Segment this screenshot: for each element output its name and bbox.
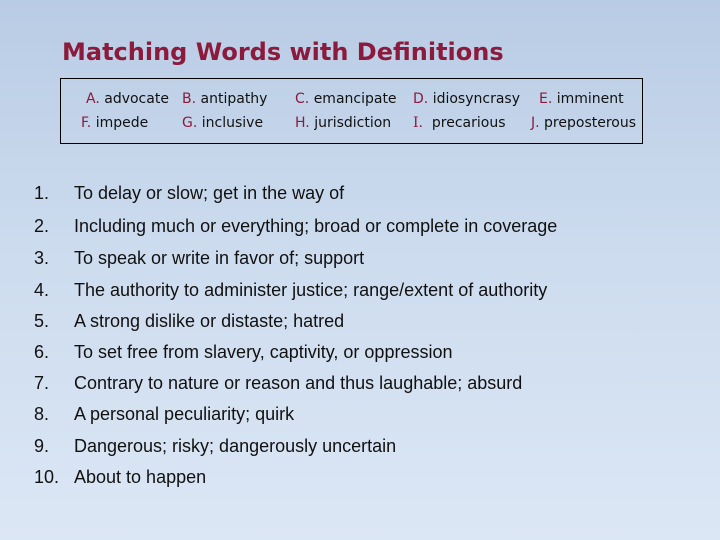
word-bank-item-d [413, 91, 520, 107]
word-bank-letter: E. [539, 91, 553, 107]
word-bank-item-c [295, 91, 397, 107]
definition-number: 4. [34, 280, 50, 300]
definition-text: About to happen [74, 467, 207, 487]
word-bank-letter: F. [81, 115, 92, 131]
definition-item [34, 216, 557, 237]
word-bank-word: precarious [431, 115, 506, 131]
definition-item [34, 373, 522, 394]
definition-text: To set free from slavery, captivity, or oppression [74, 342, 453, 362]
word-bank-letter: C. [295, 91, 310, 107]
definition-item [34, 404, 294, 425]
definition-number: 5. [34, 311, 50, 331]
word-bank-letter: I. [413, 115, 423, 131]
word-bank-item-b [182, 91, 267, 107]
definition-item [34, 342, 452, 363]
word-bank-word: preposterous [544, 115, 637, 131]
word-bank-word: idiosyncrasy [432, 91, 520, 107]
definition-text: A personal peculiarity; quirk [74, 404, 295, 424]
definition-item [34, 183, 344, 204]
page-title: Matching Words with Definitions [62, 38, 504, 66]
definition-item [34, 248, 364, 269]
word-bank-item-g [182, 115, 263, 131]
definition-text: Including much or everything; broad or complete in coverage [74, 216, 558, 236]
word-bank-item-f [81, 115, 148, 131]
word-bank-letter: H. [295, 115, 310, 131]
word-bank-letter: G. [182, 115, 198, 131]
word-bank-letter: D. [413, 91, 429, 107]
word-bank-letter: J. [531, 115, 540, 131]
word-bank-word: inclusive [201, 115, 264, 131]
word-bank-item-e [539, 91, 624, 107]
word-bank-letter: B. [182, 91, 197, 107]
word-bank-item-a [86, 91, 169, 107]
definition-number: 3. [34, 248, 50, 268]
definition-number: 9. [34, 436, 50, 456]
word-bank-word: advocate [104, 91, 169, 107]
word-bank-word: impede [95, 115, 149, 131]
word-bank-item-j [531, 115, 636, 131]
word-bank-letter: A. [86, 91, 100, 107]
definition-number: 8. [34, 404, 50, 424]
word-bank-item-i [413, 115, 506, 131]
word-bank-word: antipathy [200, 91, 268, 107]
word-bank-word: imminent [556, 91, 624, 107]
definition-text: Contrary to nature or reason and thus laughable; absurd [74, 373, 523, 393]
definition-text: Dangerous; risky; dangerously uncertain [74, 436, 397, 456]
definition-number: 7. [34, 373, 50, 393]
definition-number: 2. [34, 216, 50, 236]
definition-text: A strong dislike or distaste; hatred [74, 311, 345, 331]
definition-item [34, 311, 344, 332]
definition-text: To speak or write in favor of; support [74, 248, 365, 268]
definition-text: To delay or slow; get in the way of [74, 183, 345, 203]
word-bank [60, 78, 643, 144]
definition-text: The authority to administer justice; range/extent of authority [74, 280, 548, 300]
word-bank-item-h [295, 115, 391, 131]
definition-item [34, 436, 396, 457]
word-bank-word: emancipate [313, 91, 397, 107]
definition-item [34, 280, 547, 301]
word-bank-word: jurisdiction [314, 115, 392, 131]
definition-number: 1. [34, 183, 50, 203]
definition-number: 6. [34, 342, 50, 362]
definition-item [34, 467, 206, 488]
definition-number: 10. [34, 467, 60, 487]
